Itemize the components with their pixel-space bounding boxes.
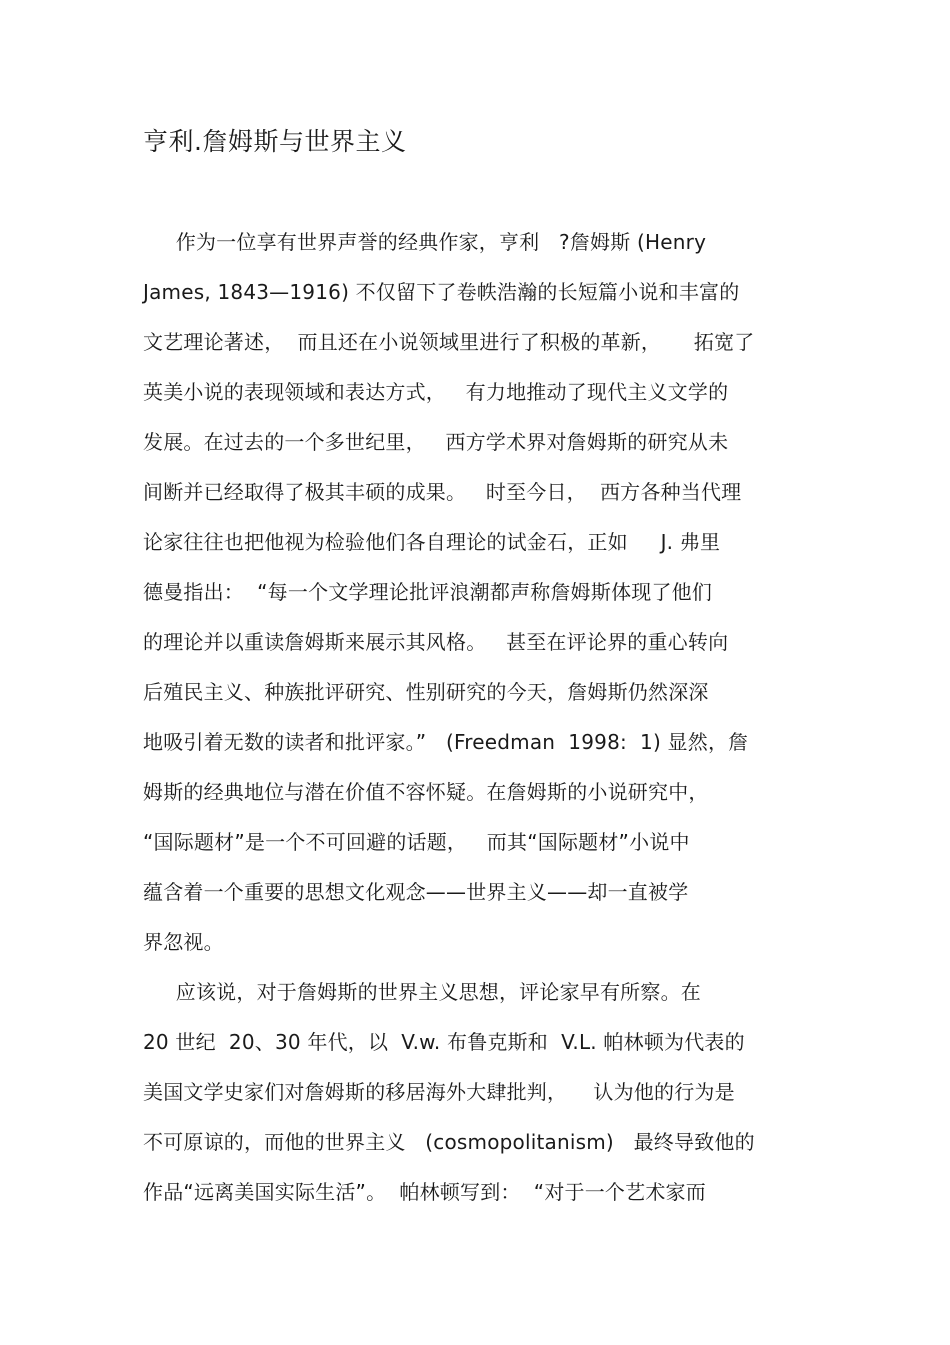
text-line: 间断并已经取得了极其丰硕的成果。 时至今日， 西方各种当代理 xyxy=(143,480,742,504)
text-line: 20 世纪 20、30 年代，以 V.w. 布鲁克斯和 V.L. 帕林顿为代表的 xyxy=(143,1030,745,1054)
text-line: 姆斯的经典地位与潜在价值不容怀疑。在詹姆斯的小说研究中， xyxy=(143,780,709,804)
text-line: 论家往往也把他视为检验他们各自理论的试金石，正如 J. 弗里 xyxy=(143,530,721,554)
text-line: 不可原谅的，而他的世界主义 (cosmopolitanism) 最终导致他的 xyxy=(143,1130,755,1154)
text-line: 应该说，对于詹姆斯的世界主义思想，评论家早有所察。在 xyxy=(143,980,701,1004)
text-line: “国际题材”是一个不可回避的话题， 而其“国际题材”小说中 xyxy=(143,830,690,854)
text-line: 发展。在过去的一个多世纪里， 西方学术界对詹姆斯的研究从未 xyxy=(143,430,729,454)
document-title: 亨利.詹姆斯与世界主义 xyxy=(143,127,407,156)
text-line: James, 1843—1916) 不仅留下了卷帙浩瀚的长短篇小说和丰富的 xyxy=(143,280,740,304)
text-line: 德曼指出： “每一个文学理论批评浪潮都声称詹姆斯体现了他们 xyxy=(143,580,713,604)
text-line: 后殖民主义、种族批评研究、性别研究的今天，詹姆斯仍然深深 xyxy=(143,680,709,704)
text-line: 蕴含着一个重要的思想文化观念——世界主义——却一直被学 xyxy=(143,880,689,904)
text-line: 的理论并以重读詹姆斯来展示其风格。 甚至在评论界的重心转向 xyxy=(143,630,729,654)
text-line: 文艺理论著述， 而且还在小说领域里进行了积极的革新， 拓宽了 xyxy=(143,330,755,354)
text-line: 美国文学史家们对詹姆斯的移居海外大肆批判， 认为他的行为是 xyxy=(143,1080,735,1104)
text-line: 英美小说的表现领域和表达方式， 有力地推动了现代主义文学的 xyxy=(143,380,729,404)
text-line: 作为一位享有世界声誉的经典作家，亨利 ?詹姆斯 (Henry xyxy=(143,230,707,254)
text-line: 地吸引着无数的读者和批评家。” (Freedman 1998: 1) 显然，詹 xyxy=(143,730,749,754)
text-line: 界忽视。 xyxy=(143,930,224,954)
body-text xyxy=(143,222,823,1222)
text-line: 作品“远离美国实际生活”。 帕林顿写到： “对于一个艺术家而 xyxy=(143,1180,706,1204)
